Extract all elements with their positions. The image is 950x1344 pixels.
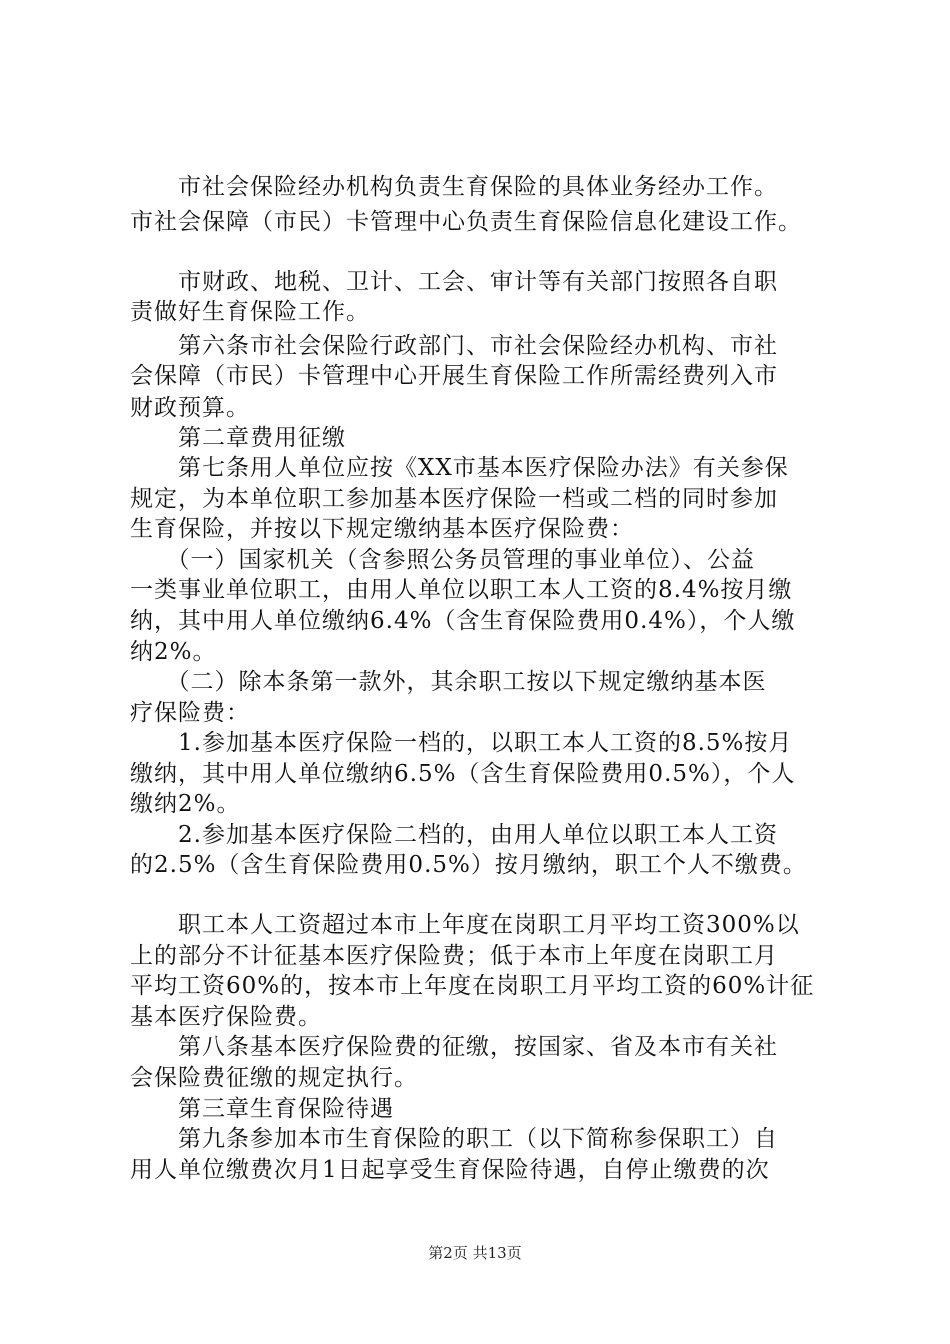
text-line: 生育保险，并按以下规定缴纳基本医疗保险费： [130, 516, 634, 542]
text-line: 一类事业单位职工，由用人单位以职工本人工资的8.4%按月缴 [130, 577, 793, 603]
text-line: 缴纳，其中用人单位缴纳6.5%（含生育保险费用0.5%），个人 [130, 761, 796, 787]
chapter-heading: 第三章生育保险待遇 [130, 1096, 394, 1122]
text-line: 2.参加基本医疗保险二档的，由用人单位以职工本人工资 [130, 822, 778, 848]
text-line: 第六条市社会保险行政部门、市社会保险经办机构、市社 [130, 333, 778, 359]
text-line: 纳，其中用人单位缴纳6.4%（含生育保险费用0.4%），个人缴 [130, 608, 796, 634]
text-line: 疗保险费： [130, 700, 250, 726]
text-line: 会保险费征缴的规定执行。 [130, 1065, 418, 1091]
text-line: 责做好生育保险工作。 [130, 299, 370, 325]
text-line: 的2.5%（含生育保险费用0.5%）按月缴纳，职工个人不缴费。 [130, 852, 807, 878]
page-number-footer: 第2页 共13页 [428, 1244, 522, 1262]
text-line: 财政预算。 [130, 395, 250, 421]
text-line: 1.参加基本医疗保险一档的，以职工本人工资的8.5%按月 [130, 730, 793, 756]
text-line: 第七条用人单位应按《XX市基本医疗保险办法》有关参保 [130, 455, 789, 481]
chapter-heading: 第二章费用征缴 [130, 425, 346, 451]
text-line: 纳2%。 [130, 639, 217, 665]
text-line: （二）除本条第一款外，其余职工按以下规定缴纳基本医 [130, 669, 767, 695]
text-line: 市财政、地税、卫计、工会、审计等有关部门按照各自职 [130, 269, 778, 295]
text-line: 基本医疗保险费。 [130, 1004, 322, 1030]
text-line: 市社会保障（市民）卡管理中心负责生育保险信息化建设工作。 [130, 209, 802, 235]
text-line: 上的部分不计征基本医疗保险费；低于本市上年度在岗职工月 [130, 943, 778, 969]
text-line: 会保障（市民）卡管理中心开展生育保险工作所需经费列入市 [130, 363, 778, 389]
text-line: 规定，为本单位职工参加基本医疗保险一档或二档的同时参加 [130, 486, 778, 512]
text-line: 缴纳2%。 [130, 791, 241, 817]
text-line: 市社会保险经办机构负责生育保险的具体业务经办工作。 [130, 174, 778, 200]
text-line: 用人单位缴费次月1日起享受生育保险待遇，自停止缴费的次 [130, 1157, 770, 1183]
text-line: 第九条参加本市生育保险的职工（以下简称参保职工）自 [130, 1126, 778, 1152]
text-line: 第八条基本医疗保险费的征缴，按国家、省及本市有关社 [130, 1034, 778, 1060]
text-line: 职工本人工资超过本市上年度在岗职工月平均工资300%以 [130, 912, 800, 938]
text-line: （一）国家机关（含参照公务员管理的事业单位）、公益 [130, 547, 755, 573]
text-line: 平均工资60%的，按本市上年度在岗职工月平均工资的60%计征 [130, 973, 815, 999]
